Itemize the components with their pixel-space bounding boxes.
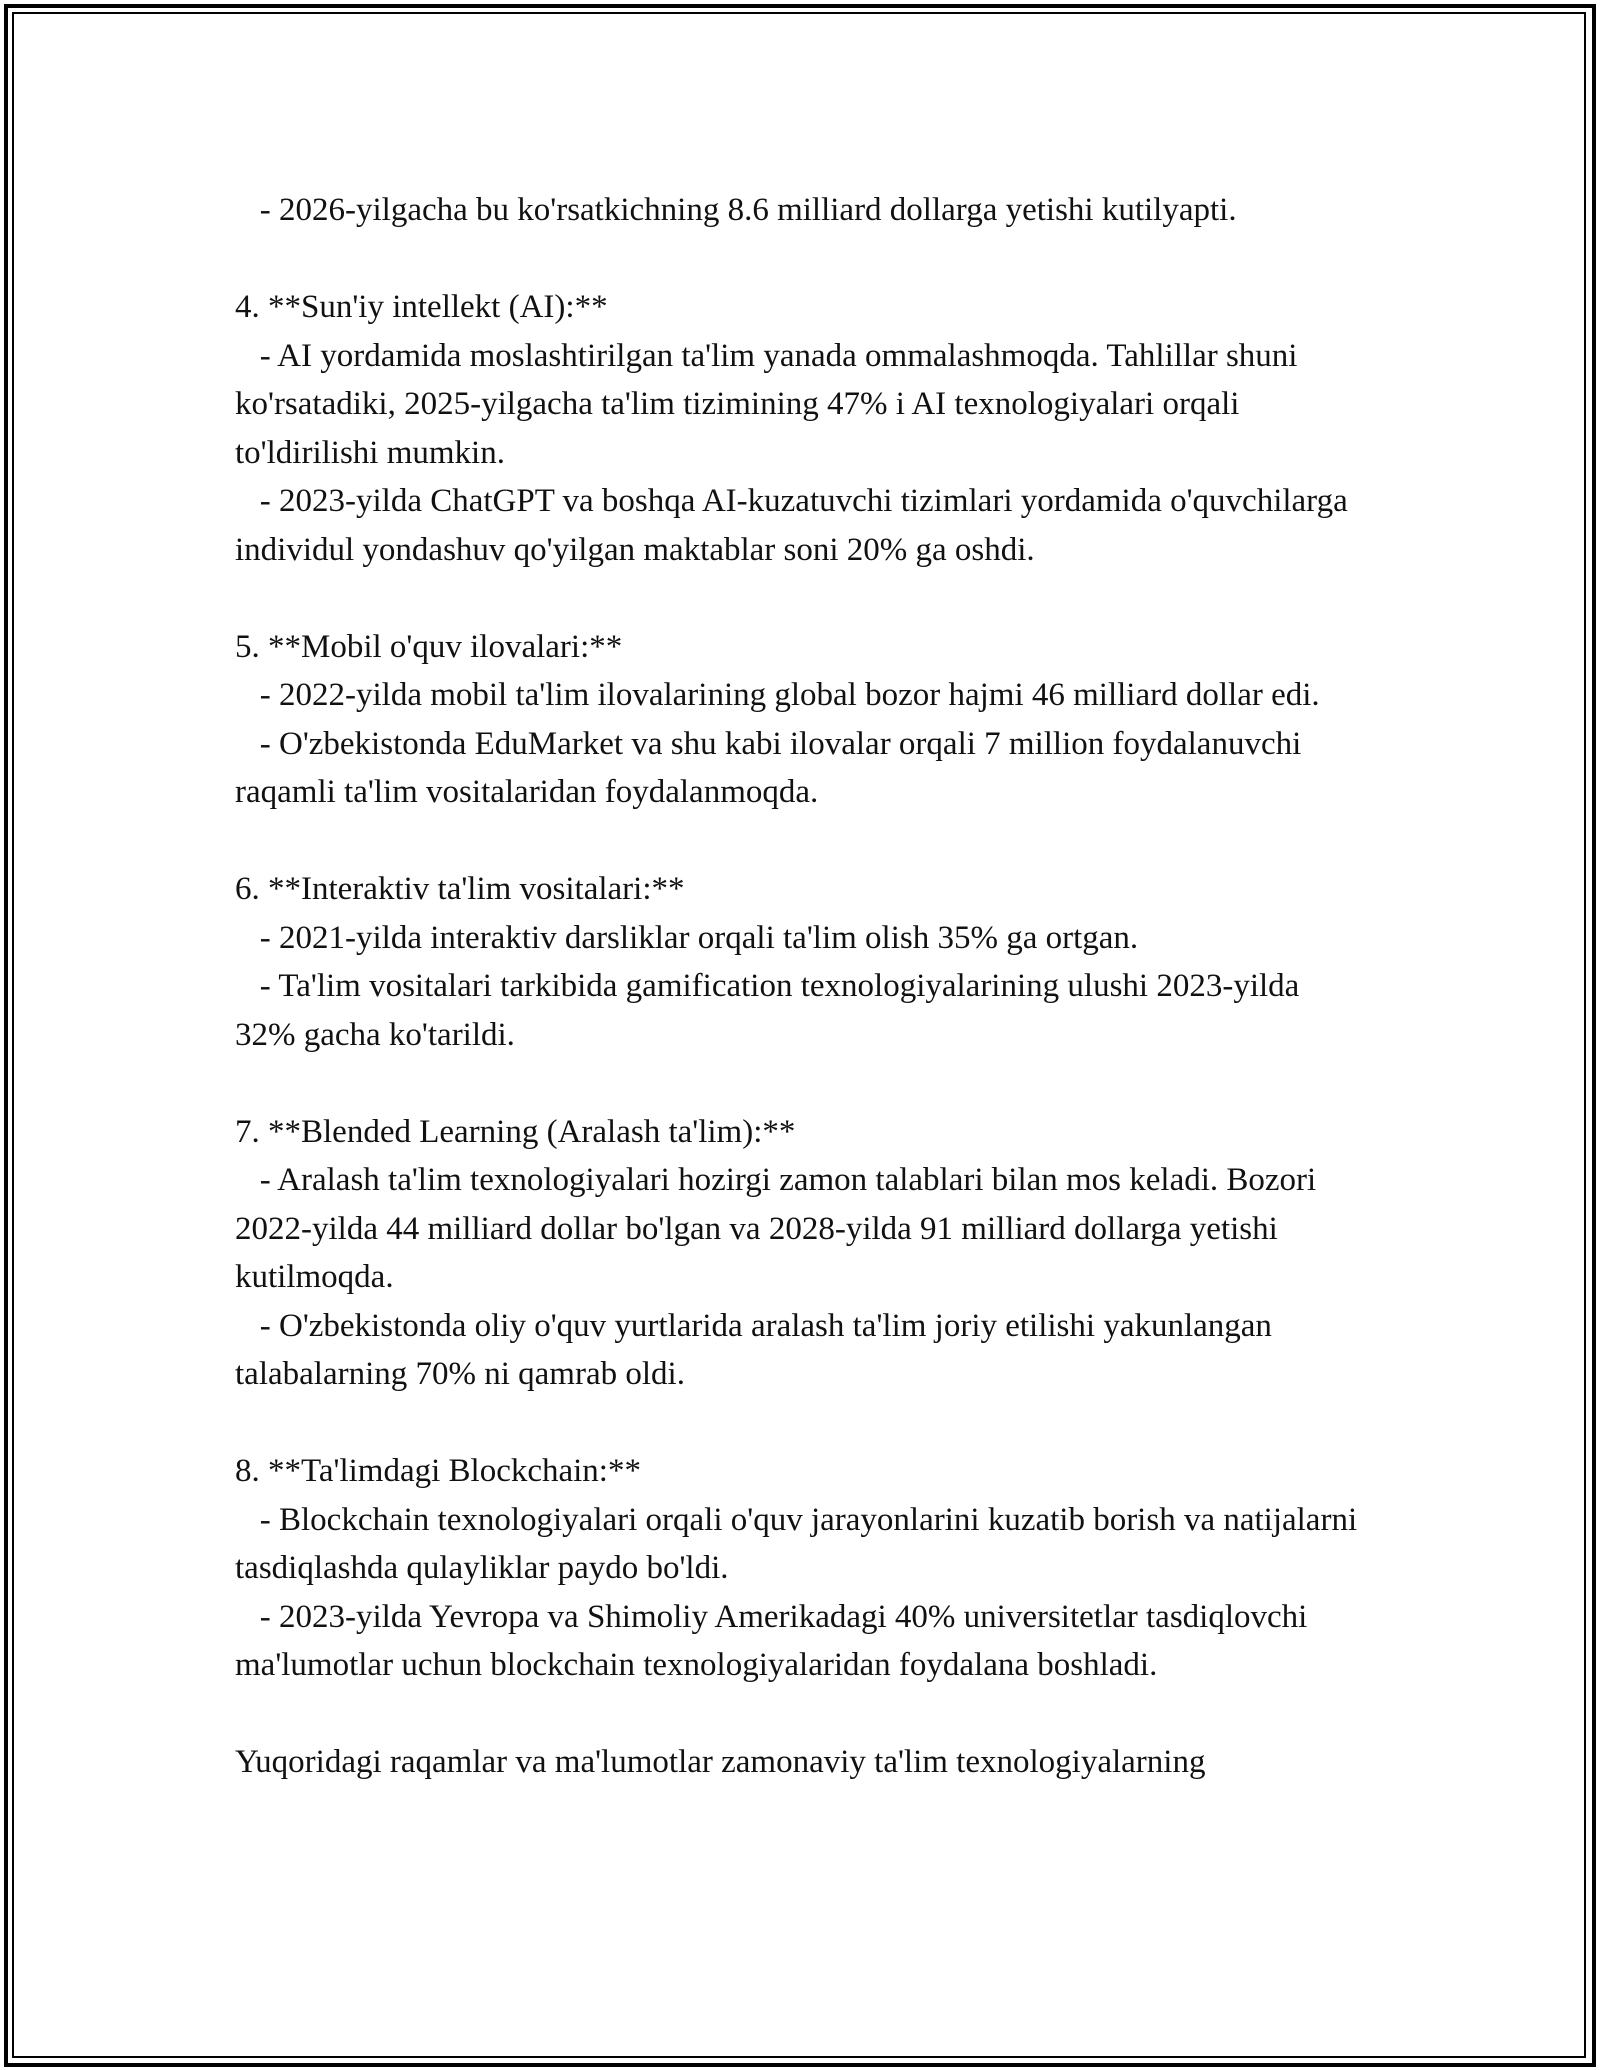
paragraph-gap bbox=[235, 574, 1365, 623]
paragraph-gap bbox=[235, 817, 1365, 866]
section-heading-blockchain: 8. **Ta'limdagi Blockchain:** bbox=[235, 1453, 641, 1489]
section-heading-mobile: 5. **Mobil o'quv ilovalari:** bbox=[235, 628, 623, 665]
closing-line: Yuqoridagi raqamlar va ma'lumotlar zamonaviy ta'lim texnologiyalarning bbox=[235, 1744, 1206, 1780]
section-item-blended-1: - Aralash ta'lim texnologiyalari hozirgi zamon talablari bilan mos keladi. Bozori 2022-yilda 44 milliard dollar bo'lgan va 2028-yilda 91 milliard dollarga yetishi kutilmoqda. bbox=[235, 1162, 1325, 1295]
continuation-line: - 2026-yilgacha bu ko'rsatkichning 8.6 milliard dollarga yetishi kutilyapti. bbox=[235, 192, 1237, 228]
section-heading-blended: 7. **Blended Learning (Aralash ta'lim):** bbox=[235, 1113, 796, 1150]
paragraph-gap bbox=[235, 1059, 1365, 1108]
paragraph-gap bbox=[235, 1399, 1365, 1448]
section-heading-interactive: 6. **Interaktiv ta'lim vositalari:** bbox=[235, 871, 685, 907]
paragraph-gap bbox=[235, 235, 1365, 284]
document-body bbox=[235, 186, 1365, 1787]
section-item-mobile-1: - 2022-yilda mobil ta'lim ilovalarining global bozor hajmi 46 milliard dollar edi. bbox=[235, 677, 1320, 713]
section-item-ai-2: - 2023-yilda ChatGPT va boshqa AI-kuzatuvchi tizimlari yordamida o'quvchilarga individul yondashuv qo'yilgan maktablar soni 20% ga oshdi. bbox=[235, 483, 1356, 568]
section-item-interactive-2: - Ta'lim vositalari tarkibida gamification texnologiyalarining ulushi 2023-yilda 32% gacha ko'tarildi. bbox=[235, 968, 1308, 1053]
section-item-blockchain-1: - Blockchain texnologiyalari orqali o'quv jarayonlarini kuzatib borish va natijalarni tasdiqlashda qulayliklar paydo bo'ldi. bbox=[235, 1501, 1366, 1586]
section-item-mobile-2: - O'zbekistonda EduMarket va shu kabi ilovalar orqali 7 million foydalanuvchi raqamli ta'lim vositalaridan foydalanmoqda. bbox=[235, 725, 1310, 810]
paragraph-gap bbox=[235, 1690, 1365, 1739]
section-item-blended-2: - O'zbekistonda oliy o'quv yurtlarida aralash ta'lim joriy etilishi yakunlangan talabalarning 70% ni qamrab oldi. bbox=[235, 1307, 1281, 1392]
section-item-blockchain-2: - 2023-yilda Yevropa va Shimoliy Amerikadagi 40% universitetlar tasdiqlovchi ma'lumotlar uchun blockchain texnologiyalaridan foydalana boshladi. bbox=[235, 1598, 1316, 1683]
section-heading-ai: 4. **Sun'iy intellekt (AI):** bbox=[235, 289, 608, 325]
section-item-interactive-1: - 2021-yilda interaktiv darsliklar orqali ta'lim olish 35% ga ortgan. bbox=[235, 919, 1139, 956]
section-item-ai-1: - AI yordamida moslashtirilgan ta'lim yanada ommalashmoqda. Tahlillar shuni ko'rsatadiki, 2025-yilgacha ta'lim tizimining 47% i AI texnologiyalari orqali to'ldirilishi mumkin. bbox=[235, 337, 1306, 471]
